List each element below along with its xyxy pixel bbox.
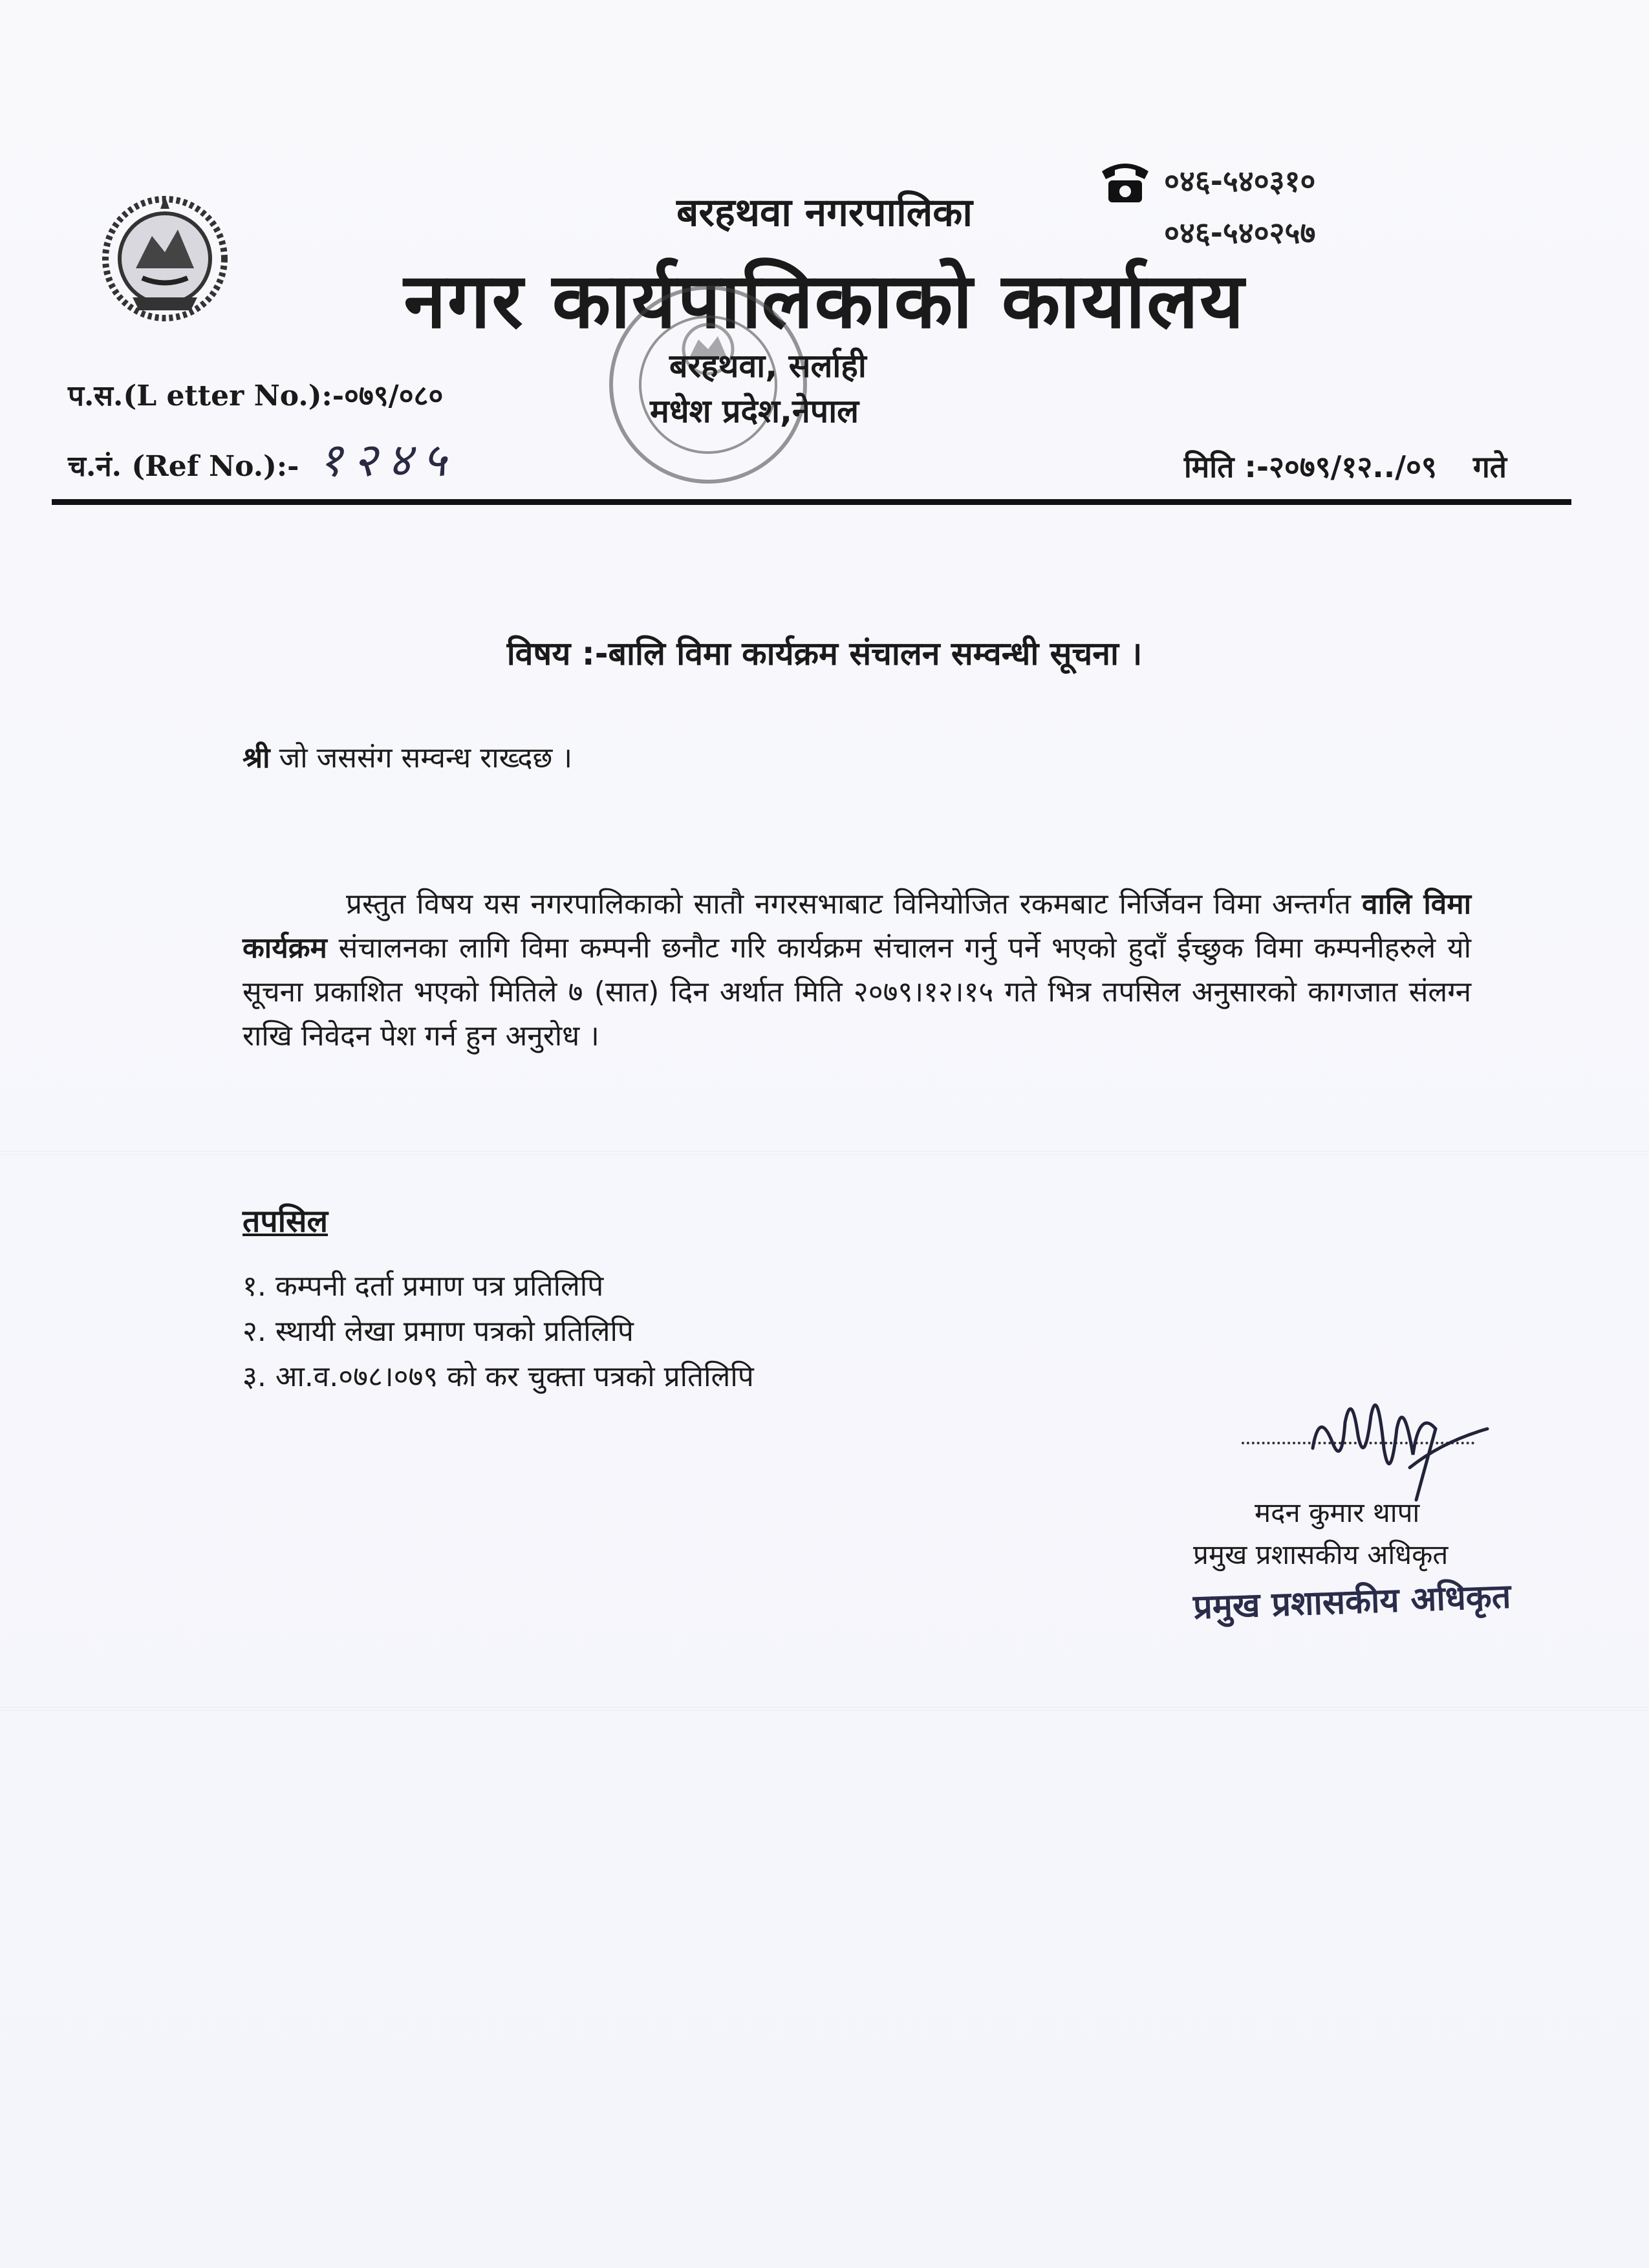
subject-line: विषय :-बालि विमा कार्यक्रम संचालन सम्वन्धी सूचना । bbox=[506, 635, 1143, 672]
salutation bbox=[242, 737, 572, 776]
signatory-name: मदन कुमार थापा bbox=[1255, 1497, 1420, 1528]
letter-number bbox=[68, 375, 443, 414]
list-item: २. स्थायी लेखा प्रमाण पत्रको प्रतिलिपि bbox=[242, 1315, 634, 1348]
list-item: १. कम्पनी दर्ता प्रमाण पत्र प्रतिलिपि bbox=[242, 1270, 604, 1303]
phone-number: ०४६-५४०२५७ bbox=[1164, 215, 1316, 250]
letter-number-label: प.स.(L etter No.):- bbox=[68, 380, 345, 412]
schedule-heading: तपसिल bbox=[242, 1203, 329, 1239]
header-divider bbox=[52, 499, 1571, 505]
paper-fold bbox=[0, 1707, 1649, 1711]
schedule-list bbox=[242, 1264, 754, 1400]
date-value: २०७९/१२../०९ bbox=[1268, 449, 1437, 484]
reference-number-label: च.नं. (Ref No.):- bbox=[68, 450, 299, 483]
body-emphasis: वालि विमा कार्यक्रम bbox=[242, 888, 1471, 965]
body-paragraph bbox=[242, 883, 1471, 1058]
address-line: बरहथवा, सर्लाही bbox=[669, 347, 867, 385]
phone-number: ०४६-५४०३१० bbox=[1164, 164, 1316, 198]
body-text: संचालनका लागि विमा कम्पनी छनौट गरि कार्यक्रम संचालन गर्नु पर्ने भएको हुदाँ ईच्छुक विमा कम्पनीहरुले यो सूचना प्रकाशित भएको मितिले ७ (सात) दिन अर्थात मिति २०७९।१२।१५ गते भित्र तपसिल अनुसारको कागजात संलग्न राखि निवेदन पेश गर्न हुन अनुरोध । bbox=[242, 932, 1471, 1053]
office-title: नगर कार्यपालिकाको कार्यालय bbox=[404, 256, 1245, 345]
body-text: प्रस्तुत विषय यस नगरपालिकाको सातौ नगरसभाबाट विनियोजित रकमबाट निर्जिवन विमा अन्तर्गत bbox=[346, 888, 1351, 921]
reference-number-value: १२४५ bbox=[318, 433, 457, 487]
address-line: मधेश प्रदेश,नेपाल bbox=[650, 392, 859, 430]
paper-fold bbox=[0, 1151, 1649, 1155]
letter-date bbox=[1184, 446, 1507, 486]
date-label: मिति :- bbox=[1183, 449, 1269, 484]
signatory-stamp: प्रमुख प्रशासकीय अधिकृत bbox=[1192, 1577, 1512, 1627]
municipality-name: बरहथवा नगरपालिका bbox=[676, 190, 973, 235]
date-suffix: गते bbox=[1472, 449, 1507, 484]
signatory-title: प्रमुख प्रशासकीय अधिकृत bbox=[1193, 1539, 1449, 1570]
salutation-text: जो जससंग सम्वन्ध राख्दछ । bbox=[279, 742, 573, 775]
letter-number-value: ०७९/०८० bbox=[344, 380, 444, 412]
reference-number bbox=[68, 427, 457, 490]
salutation-prefix: श्री bbox=[242, 742, 270, 775]
list-item: ३. आ.व.०७८।०७९ को कर चुक्ता पत्रको प्रतिलिपि bbox=[242, 1360, 754, 1393]
